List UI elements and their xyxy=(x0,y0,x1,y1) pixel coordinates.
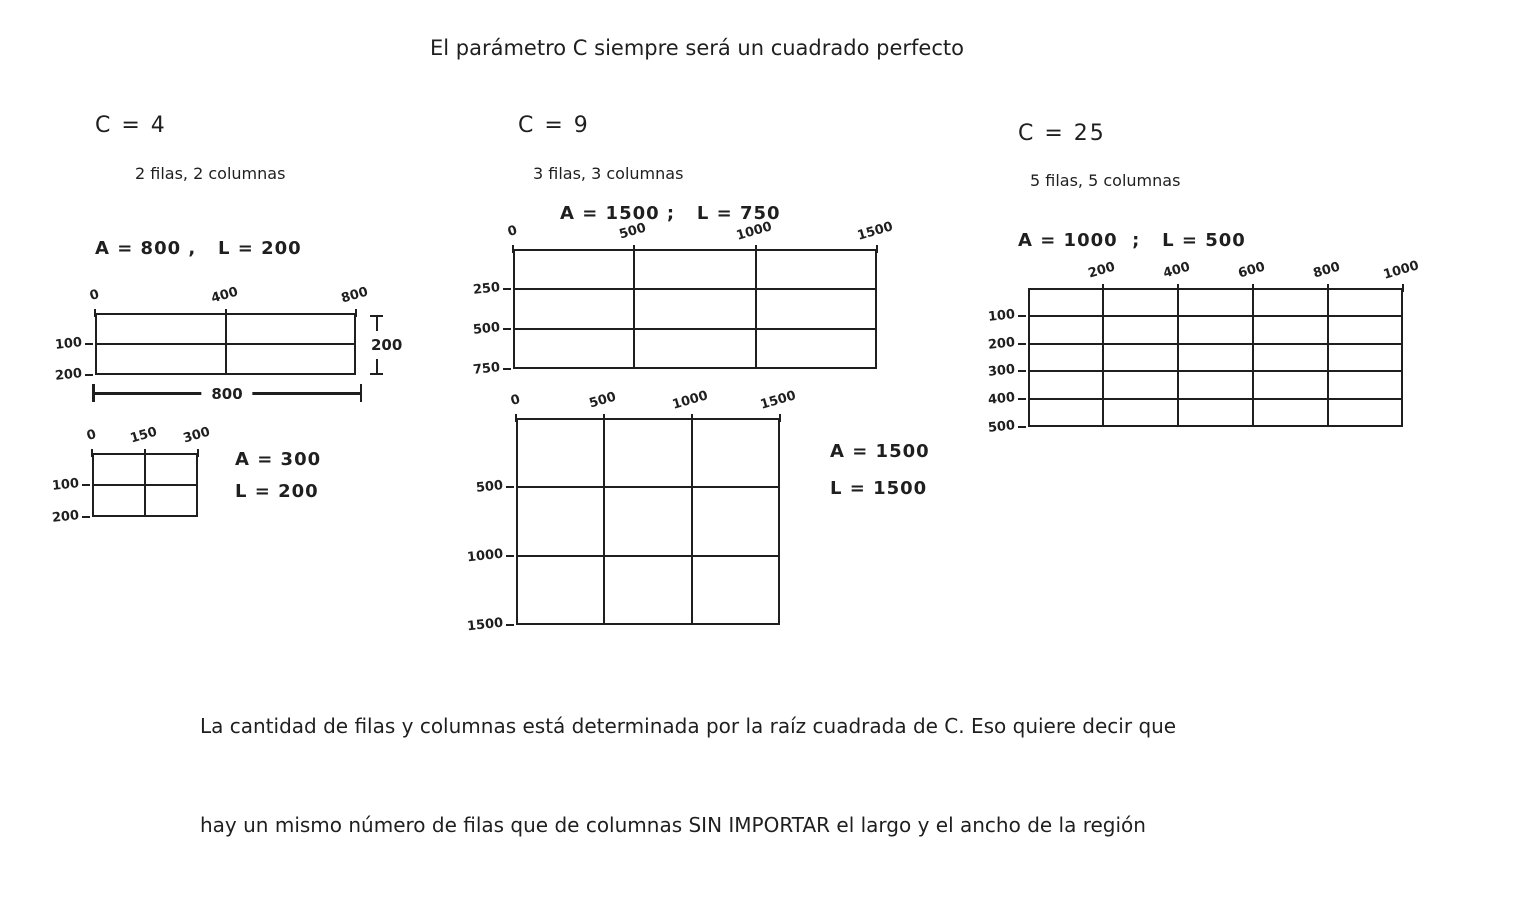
y-tick-mark xyxy=(85,343,93,345)
x-tick-mark xyxy=(1102,284,1104,292)
y-tick-label: 250 xyxy=(472,280,501,298)
x-tick-label: 1000 xyxy=(1381,258,1421,283)
section-c25-params: A = 1000 ; L = 500 xyxy=(1018,230,1246,251)
grid-line-horizontal xyxy=(1028,398,1403,400)
footer-line2: hay un mismo número de filas que de columnas SIN IMPORTAR el largo y el ancho de la región xyxy=(200,813,1146,837)
section-c9-params: A = 1500 ; L = 750 xyxy=(560,203,781,224)
grid-c4-main xyxy=(54,284,403,403)
x-tick-mark xyxy=(225,309,227,317)
grid-c9-square xyxy=(466,388,798,635)
x-tick-mark xyxy=(691,414,693,422)
x-tick-label: 0 xyxy=(509,392,522,409)
section-c9-heading: C = 9 xyxy=(518,113,590,138)
section-c25-rows-cols: 5 filas, 5 columnas xyxy=(1030,171,1181,190)
x-tick-label: 800 xyxy=(1311,259,1342,282)
x-tick-label: 200 xyxy=(1086,259,1117,282)
y-tick-label: 400 xyxy=(987,390,1016,409)
y-tick-label: 300 xyxy=(987,362,1016,381)
y-tick-label: 100 xyxy=(987,306,1016,325)
section-c4-rows-cols: 2 filas, 2 columnas xyxy=(135,164,286,183)
x-tick-label: 0 xyxy=(85,427,98,444)
x-tick-mark xyxy=(755,245,757,253)
grid-line-vertical xyxy=(1177,288,1179,427)
y-tick-label: 500 xyxy=(472,320,501,338)
annotation-c4-small-length: L = 200 xyxy=(235,481,319,502)
y-tick-mark xyxy=(85,374,93,376)
grid-line-horizontal xyxy=(1028,343,1403,345)
grid-frame xyxy=(516,418,780,625)
main-title: El parámetro C siempre será un cuadrado perfecto xyxy=(430,36,964,60)
x-tick-mark xyxy=(1327,284,1329,292)
dimension-cap-right xyxy=(360,384,363,402)
annotation-c9-square-area: A = 1500 xyxy=(830,441,930,462)
dimension-cap-left xyxy=(92,384,95,402)
y-tick-mark xyxy=(503,288,511,290)
y-tick-mark xyxy=(1018,315,1026,317)
grid-line-vertical xyxy=(603,418,605,625)
x-tick-label: 0 xyxy=(506,223,519,240)
section-c9-rows-cols: 3 filas, 3 columnas xyxy=(533,164,684,183)
y-tick-mark xyxy=(1018,426,1026,428)
x-tick-mark xyxy=(197,449,199,457)
footer-line1: La cantidad de filas y columnas está determinada por la raíz cuadrada de C. Eso quiere decir que xyxy=(200,714,1177,738)
x-tick-label: 600 xyxy=(1236,259,1267,282)
grid-line-horizontal xyxy=(513,328,877,330)
section-c4-params: A = 800 , L = 200 xyxy=(95,238,302,259)
x-tick-mark xyxy=(876,245,878,253)
x-tick-mark xyxy=(1252,284,1254,292)
y-tick-label: 100 xyxy=(51,476,80,494)
grid-c9-wide xyxy=(472,219,895,378)
grid-line-horizontal xyxy=(1028,315,1403,317)
annotation-c4-small-area: A = 300 xyxy=(235,449,322,470)
grid-line-vertical xyxy=(633,249,635,369)
x-tick-label: 300 xyxy=(181,424,212,447)
grid-line-vertical xyxy=(1102,288,1104,427)
y-tick-label: 500 xyxy=(987,418,1016,436)
x-tick-mark xyxy=(515,414,517,422)
x-tick-label: 150 xyxy=(128,424,159,447)
grid-line-vertical xyxy=(755,249,757,369)
x-tick-mark xyxy=(144,449,146,457)
x-tick-label: 500 xyxy=(617,220,649,243)
x-tick-mark xyxy=(94,309,96,317)
grid-line-vertical xyxy=(691,418,693,625)
y-tick-mark xyxy=(82,484,90,486)
section-c4-heading: C = 4 xyxy=(95,113,167,138)
y-tick-mark xyxy=(506,624,514,626)
height-dimension xyxy=(369,315,413,375)
grid-line-vertical xyxy=(1327,288,1329,427)
y-tick-label: 500 xyxy=(475,478,504,496)
x-tick-mark xyxy=(603,414,605,422)
dimension-label: 200 xyxy=(371,336,403,354)
x-tick-mark xyxy=(355,309,357,317)
y-tick-mark xyxy=(506,555,514,557)
y-tick-label: 200 xyxy=(51,508,80,526)
x-tick-label: 1000 xyxy=(670,388,710,413)
x-tick-label: 1000 xyxy=(734,219,774,244)
grid-c25 xyxy=(987,258,1421,436)
x-tick-label: 1500 xyxy=(855,219,895,244)
x-tick-label: 400 xyxy=(1161,259,1192,282)
dimension-line xyxy=(376,315,378,331)
y-tick-mark xyxy=(1018,370,1026,372)
y-tick-mark xyxy=(503,328,511,330)
annotation-c9-square-length: L = 1500 xyxy=(830,478,928,499)
dimension-cap-bottom xyxy=(370,373,383,375)
grid-frame xyxy=(513,249,877,369)
section-c25-heading: C = 25 xyxy=(1018,121,1106,146)
y-tick-label: 100 xyxy=(54,335,83,353)
grid-line-vertical xyxy=(1252,288,1254,427)
y-tick-mark xyxy=(1018,398,1026,400)
grid-line-horizontal xyxy=(516,486,780,488)
x-tick-mark xyxy=(1177,284,1179,292)
x-tick-mark xyxy=(1402,284,1404,292)
grid-c4-small xyxy=(51,424,212,526)
x-tick-mark xyxy=(779,414,781,422)
dimension-label: 800 xyxy=(201,385,252,403)
grid-line-horizontal xyxy=(516,555,780,557)
y-tick-label: 750 xyxy=(472,360,501,378)
y-tick-mark xyxy=(1018,343,1026,345)
width-dimension xyxy=(92,384,362,402)
y-tick-mark xyxy=(503,368,511,370)
x-tick-label: 0 xyxy=(88,287,101,304)
x-tick-mark xyxy=(91,449,93,457)
x-tick-label: 1500 xyxy=(758,388,798,413)
x-tick-mark xyxy=(633,245,635,253)
grid-line-horizontal xyxy=(1028,370,1403,372)
x-tick-mark xyxy=(512,245,514,253)
grid-line-horizontal xyxy=(513,288,877,290)
y-tick-mark xyxy=(82,516,90,518)
x-tick-label: 400 xyxy=(209,284,240,307)
y-tick-label: 200 xyxy=(54,366,83,384)
y-tick-mark xyxy=(506,486,514,488)
grid-line-horizontal xyxy=(95,343,356,345)
y-tick-label: 1000 xyxy=(466,546,504,566)
footer-note xyxy=(200,644,1176,908)
x-tick-label: 500 xyxy=(587,389,618,412)
x-tick-label: 800 xyxy=(339,284,370,307)
grid-frame xyxy=(1028,288,1403,427)
y-tick-label: 1500 xyxy=(466,615,504,635)
grid-line-horizontal xyxy=(92,484,198,486)
y-tick-label: 200 xyxy=(987,334,1016,353)
